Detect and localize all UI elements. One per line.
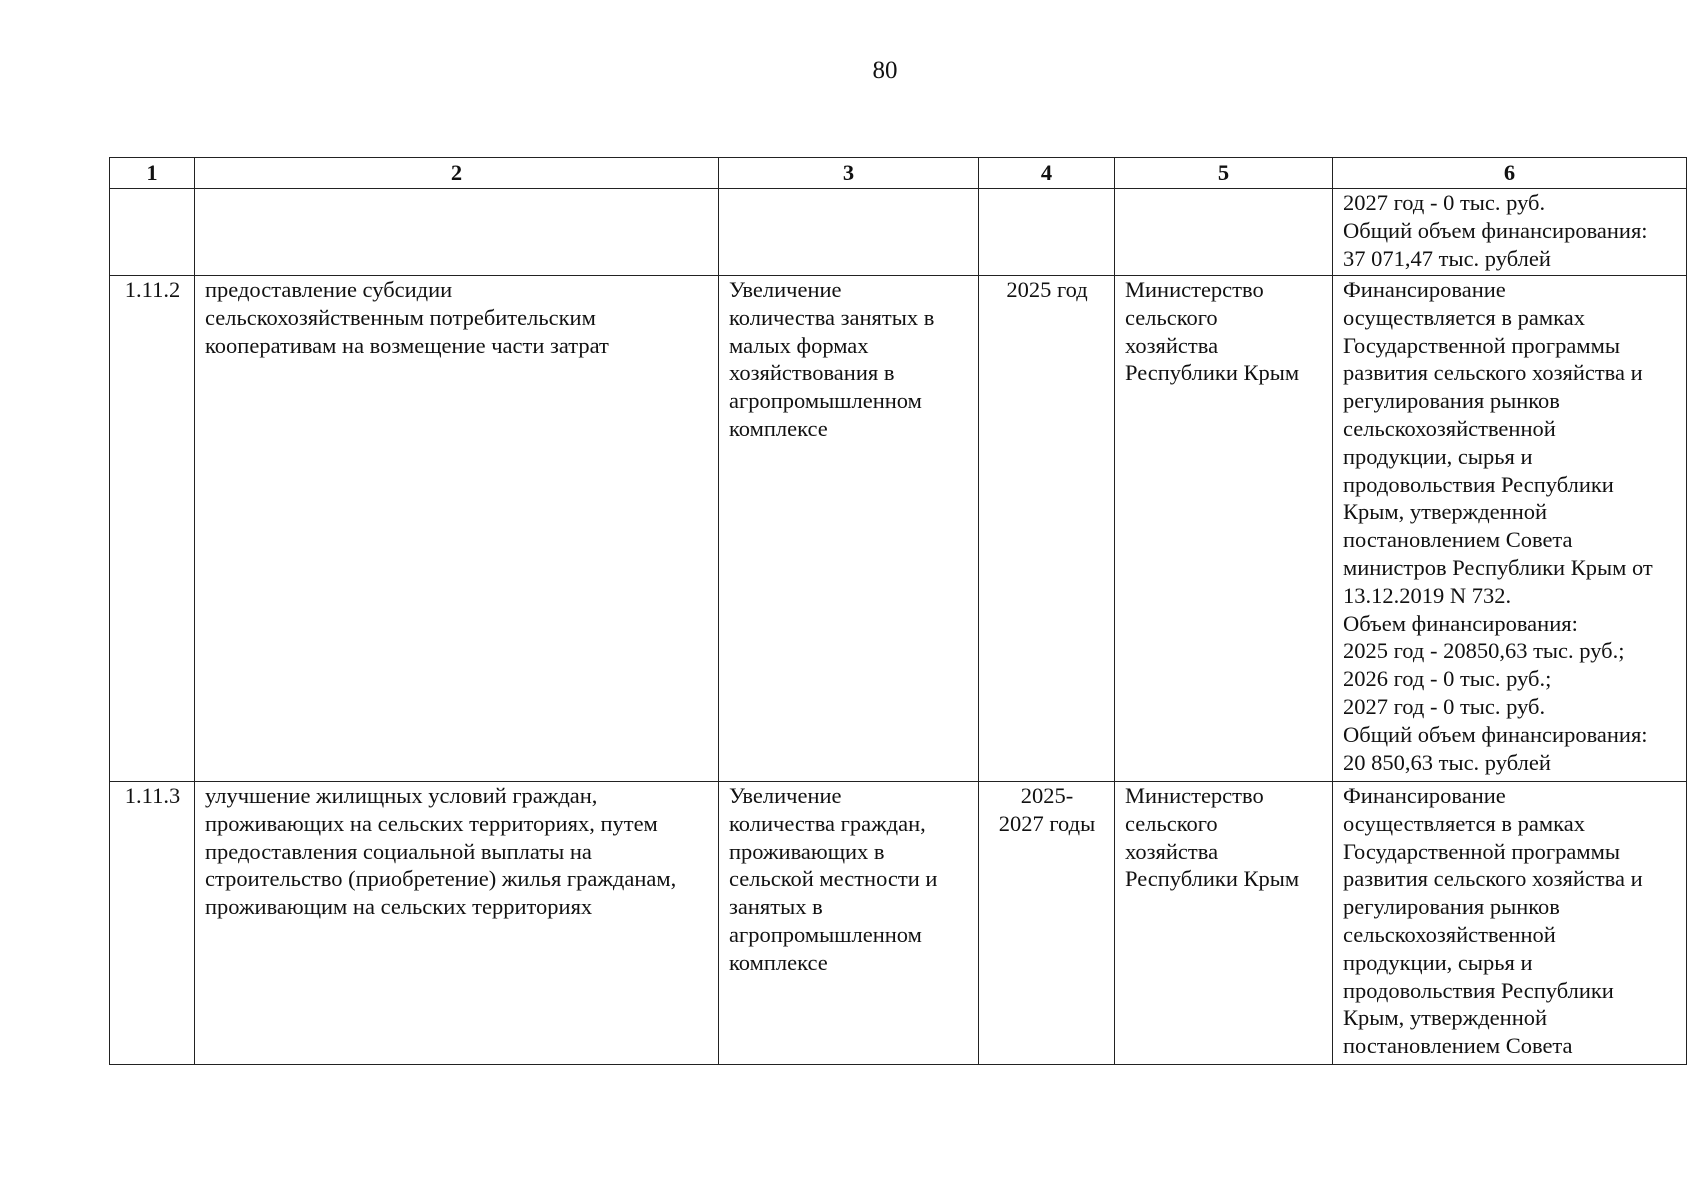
cell-executor <box>1115 782 1333 1065</box>
financing-line: Крым, утвержденной <box>1343 1005 1548 1031</box>
result-line: Увеличение <box>729 277 842 302</box>
result-line: сельской местности и <box>729 866 938 892</box>
financing-line: осуществляется в рамках <box>1343 810 1585 836</box>
result-line: комплексе <box>729 949 828 975</box>
cell-result <box>719 782 979 1065</box>
name-line: строительство (приобретение) жилья гражданам, <box>205 866 677 892</box>
term-line: 2025- <box>1020 783 1074 808</box>
col-header-1: 1 <box>110 158 195 189</box>
financing-line: 2027 год - 0 тыс. руб. <box>1343 693 1546 719</box>
cell-term <box>979 189 1115 276</box>
financing-line: 2027 год - 0 тыс. руб. <box>1343 190 1546 215</box>
col-header-6: 6 <box>1333 158 1687 189</box>
name-line: кооперативам на возмещение части затрат <box>205 332 609 358</box>
col-header-5: 5 <box>1115 158 1333 189</box>
financing-line: Финансирование <box>1343 783 1506 808</box>
financing-line: продукции, сырья и <box>1343 443 1533 469</box>
result-line: количества занятых в <box>729 304 935 330</box>
cell-num: 1.11.3 <box>110 782 195 1065</box>
financing-line: постановлением Совета <box>1343 527 1573 553</box>
financing-line: Крым, утвержденной <box>1343 499 1548 525</box>
cell-executor <box>1115 276 1333 782</box>
executor-line: Министерство <box>1125 783 1264 808</box>
result-line: хозяйствования в <box>729 360 895 386</box>
result-line: количества граждан, <box>729 810 926 836</box>
cell-name <box>195 782 719 1065</box>
financing-line: сельскохозяйственной <box>1343 921 1556 947</box>
financing-line: сельскохозяйственной <box>1343 415 1556 441</box>
name-line: проживающим на сельских территориях <box>205 894 593 920</box>
financing-line: Финансирование <box>1343 277 1506 302</box>
cell-term <box>979 276 1115 782</box>
executor-line: Республики Крым <box>1125 360 1300 386</box>
financing-line: 2026 год - 0 тыс. руб.; <box>1343 666 1552 692</box>
measures-table <box>109 157 1687 1065</box>
financing-line: 37 071,47 тыс. рублей <box>1343 245 1551 271</box>
executor-line: Республики Крым <box>1125 866 1300 892</box>
cell-term <box>979 782 1115 1065</box>
table-row-1-11-3 <box>110 782 1687 1065</box>
cell-result <box>719 189 979 276</box>
result-line: Увеличение <box>729 783 842 808</box>
cell-financing <box>1333 782 1687 1065</box>
name-line: улучшение жилищных условий граждан, <box>205 783 598 808</box>
financing-line: постановлением Совета <box>1343 1033 1573 1059</box>
cell-num: 1.11.2 <box>110 276 195 782</box>
financing-line: министров Республики Крым от <box>1343 554 1653 580</box>
financing-line: Государственной программы <box>1343 332 1620 358</box>
financing-line: развития сельского хозяйства и <box>1343 360 1643 386</box>
executor-line: сельского <box>1125 304 1218 330</box>
financing-line: 20 850,63 тыс. рублей <box>1343 749 1551 775</box>
financing-line: продукции, сырья и <box>1343 949 1533 975</box>
result-line: занятых в <box>729 894 823 920</box>
header-row <box>110 158 1687 189</box>
executor-line: сельского <box>1125 810 1218 836</box>
financing-line: Объем финансирования: <box>1343 610 1578 636</box>
term-line: 2027 годы <box>998 810 1096 836</box>
financing-line: Общий объем финансирования: <box>1343 721 1648 747</box>
cell-name <box>195 189 719 276</box>
executor-line: хозяйства <box>1125 838 1219 864</box>
financing-line: регулирования рынков <box>1343 894 1560 920</box>
result-line: проживающих в <box>729 838 885 864</box>
result-line: малых формах <box>729 332 869 358</box>
name-line: предоставление субсидии <box>205 277 453 302</box>
cell-financing <box>1333 276 1687 782</box>
financing-line: 2025 год - 20850,63 тыс. руб.; <box>1343 638 1625 664</box>
cell-executor <box>1115 189 1333 276</box>
result-line: комплексе <box>729 415 828 441</box>
col-header-2: 2 <box>195 158 719 189</box>
financing-line: Государственной программы <box>1343 838 1620 864</box>
cell-financing <box>1333 189 1687 276</box>
cell-num <box>110 189 195 276</box>
cell-result <box>719 276 979 782</box>
name-line: проживающих на сельских территориях, путем <box>205 810 658 836</box>
executor-line: хозяйства <box>1125 332 1219 358</box>
financing-line: 13.12.2019 N 732. <box>1343 582 1512 608</box>
financing-line: продовольствия Республики <box>1343 471 1614 497</box>
executor-line: Министерство <box>1125 277 1264 302</box>
financing-line: развития сельского хозяйства и <box>1343 866 1643 892</box>
table-row-1-11-2 <box>110 276 1687 782</box>
result-line: агропромышленном <box>729 921 922 947</box>
financing-line: осуществляется в рамках <box>1343 304 1585 330</box>
financing-line: продовольствия Республики <box>1343 977 1614 1003</box>
name-line: предоставления социальной выплаты на <box>205 838 592 864</box>
name-line: сельскохозяйственным потребительским <box>205 304 596 330</box>
col-header-3: 3 <box>719 158 979 189</box>
col-header-4: 4 <box>979 158 1115 189</box>
cell-name <box>195 276 719 782</box>
financing-line: Общий объем финансирования: <box>1343 217 1648 243</box>
financing-line: регулирования рынков <box>1343 388 1560 414</box>
page-number: 80 <box>872 57 898 84</box>
term-line: 2025 год <box>1006 277 1088 302</box>
table-row-continuation <box>110 189 1687 276</box>
result-line: агропромышленном <box>729 388 922 414</box>
